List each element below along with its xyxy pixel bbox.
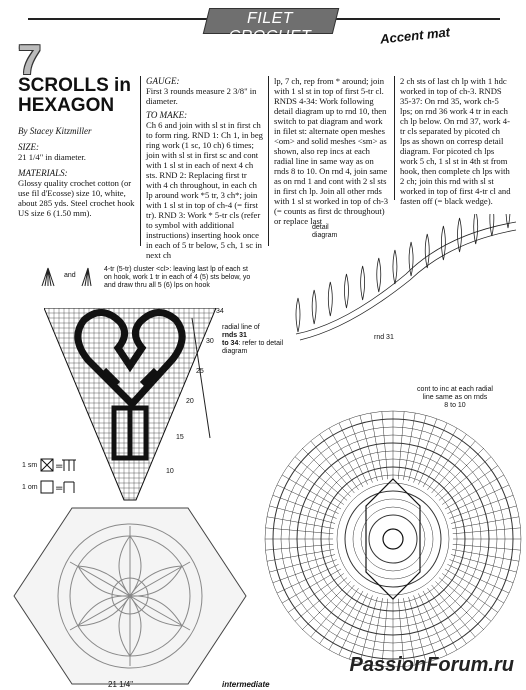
instructions-text-3: lp, 7 ch, rep from * around; join with 1 sl st in top of first 5-tr cl. RNDS 4-34: Work following detail diagram up to rnd 10, then switch to pat diagram and work in filet st: alternate open meshes <om> and solid meshes <sm> as shown, also rep incs at each radial line in same way as on rnds 8 to 10. On rnd 4, join same as on rnd 1 and cont with 2 sl sts in first ch lp. Join all other rnds with 1 sl st worked in top of ch-3 (= counts as first dc throughout) or replace last [274, 76, 389, 226]
radial-note-c: to 34 [222, 340, 239, 347]
column-rule [140, 76, 141, 246]
size-text: 21 1/4" in diameter. [18, 152, 86, 162]
cluster-note: 4-tr (5-tr) cluster <cl>: leaving last lp of each st on hook, work 1 tr in each of 4 (5) sts below, yo and draw thru all 5 (6) lps on hook [104, 266, 251, 289]
rnd-label-10: 10 [166, 468, 174, 475]
instructions-text-4: 2 ch sts of last ch lp with 1 hdc worked in top of ch-3. RNDS 35-37: On rnd 35, work ch-5 lps; on rnd 36 work 4 tr in each ch lp below. On rnd 37, work 4-tr cls separated by picoted ch lps as shown on corresp detail diagram. For picoted ch lps work 5 ch, 1 sl st in 4th st from hook, then complete ch lps with 2 ch; join this rnd with sl st worked in top of first 4-tr cl and fasten off (= black wedge). [400, 76, 511, 206]
title-line-1: SCROLLS in [18, 75, 131, 96]
cluster-and: and [64, 272, 76, 279]
inc-note-1: cont to inc at each radial [417, 386, 493, 393]
rnd-label-25: 25 [196, 368, 204, 375]
legend-sm-symbol [40, 458, 80, 472]
inc-note-2: line same as on rnds [422, 394, 488, 401]
instructions-col-3 [274, 76, 390, 226]
finished-mat-illustration [12, 506, 248, 686]
radial-note [222, 324, 286, 356]
corner-tag: Accent mat [379, 24, 451, 47]
instructions-text-2: Ch 6 and join with sl st in first ch to form ring. RND 1: Ch 1, in beg ring work (1 sc, 10 ch) 6 times; join with sl st in first sc and cont with 1 sl st in each of next 4 ch sts. RND 2: Replacing first tr with 4 ch throughout, in each ch lp around work *5 tr, 3 ch*; join with 1 sl st in top of ch-4 (= first tr). RND 3: Work * 5-tr cls (refer to symbol with additional instructions) inserting hook once in each of 5 tr below, 5 ch, 1 sc in next ch [146, 120, 263, 260]
radial-note-a: radial line of [222, 324, 260, 331]
detail-diagram [286, 214, 522, 344]
legend-om-symbol [40, 480, 80, 494]
byline: By Stacey Kitzmiller [18, 126, 92, 136]
dimension-label: 21 1/4" [108, 680, 134, 689]
footer-level: intermediate [222, 680, 270, 689]
size-label: SIZE: [18, 142, 39, 152]
materials-label: MATERIALS: [18, 168, 68, 178]
radial-note-d: : refer to detail diagram [222, 340, 284, 355]
title-line-2: HEXAGON [18, 95, 115, 116]
detail-label: detail diagram [312, 224, 338, 239]
gauge-text: First 3 rounds measure 2 3/8" in diameter. [146, 86, 257, 106]
watermark-brand: PassionForum.ru [349, 654, 514, 676]
legend-sm-label: 1 sm [22, 462, 38, 469]
instructions-col-4 [400, 76, 512, 206]
rnd-label-20: 20 [186, 398, 194, 405]
gauge-label: GAUGE: [146, 76, 180, 86]
rnd-label-15: 15 [176, 434, 184, 441]
radial-note-b: rnds 31 [222, 332, 247, 339]
rnd-label-30: 30 [206, 338, 214, 345]
materials-text: Glossy quality crochet cotton (or use fil d'Ecosse) size 10, white, about 285 yds. Steel crochet hook US size 6 (1.50 mm). [18, 178, 135, 218]
column-rule [394, 76, 395, 200]
legend-om-label: 1 om [22, 484, 38, 491]
tomake-label: TO MAKE: [146, 110, 188, 120]
pattern-title [18, 76, 131, 116]
inc-note-3: 8 to 10 [444, 402, 466, 409]
column-rule [268, 76, 269, 246]
center-round-diagram [262, 408, 524, 670]
inc-note [400, 386, 510, 410]
pattern-number: 7 [18, 36, 42, 83]
svg-text:=: = [55, 461, 64, 472]
rnd31-label: rnd 31 [374, 334, 394, 341]
instructions-col-2 [146, 76, 264, 260]
svg-text:=: = [55, 483, 64, 494]
section-title: FILET CROCHET [228, 10, 312, 45]
rnd-label-34: 34 [216, 308, 224, 315]
size-block [18, 142, 136, 218]
